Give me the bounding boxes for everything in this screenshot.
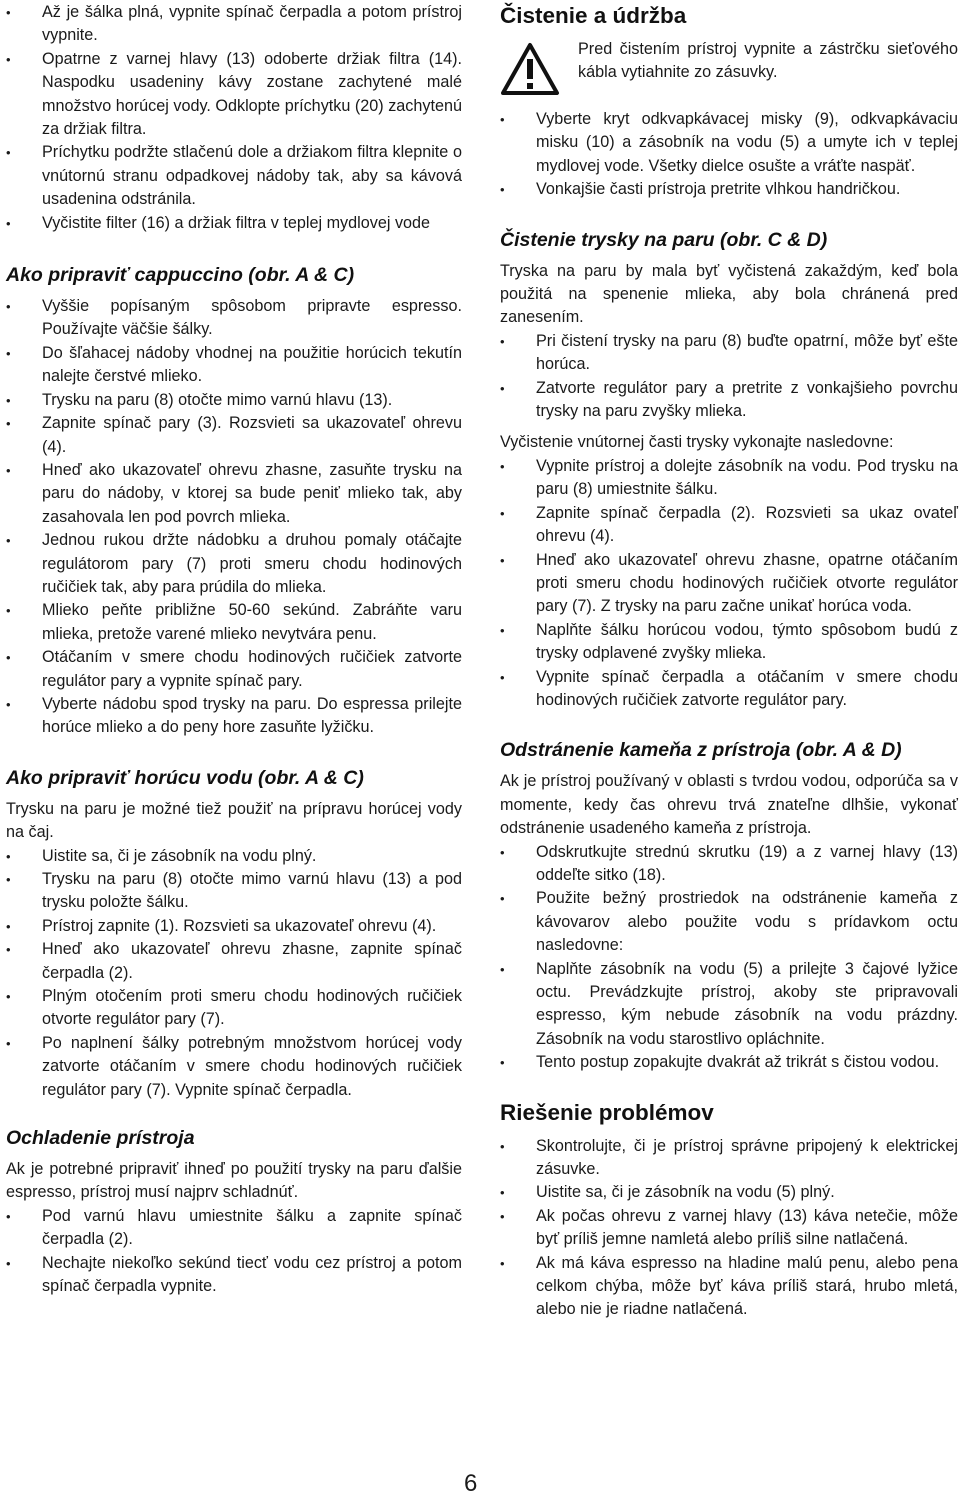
list-item: • Vypnite spínač čerpadla a otáčaním v smere chodu hodinových ručičiek zatvorte regulátor pary.: [500, 666, 958, 713]
list-item: • Pod varnú hlavu umiestnite šálku a zapnite spínač čerpadla (2).: [6, 1205, 462, 1252]
intro-list: [6, 1, 462, 235]
list-item: • Vyššie popísaným spôsobom pripravte espresso. Používajte väčšie šálky.: [6, 295, 462, 342]
list-item: • Opatrne z varnej hlavy (13) odoberte držiak filtra (14). Naspodku usadeniny kávy zostane zachytené malé množstvo horúcej vody. Odklopte príchytku (20) zachytenú za držiak filtra.: [6, 48, 462, 142]
hot-water-heading: Ako pripraviť horúcu vodu (obr. A & C): [6, 766, 364, 789]
left-column: [6, 0, 462, 1299]
list-item: • Otáčaním v smere chodu hodinových ručičiek zatvorte regulátor pary a vypnite spínač pary.: [6, 646, 462, 693]
list-item: • Skontrolujte, či je prístroj správne pripojený k elektrickej zásuvke.: [500, 1135, 958, 1182]
list-item: • Príchytku podržte stlačenú dole a držiakom filtra klepnite o vnútornú stranu odpadkovej nádoby tak, aby sa kávová usadenina odstránila.: [6, 141, 462, 211]
list-item: • Hneď ako ukazovateľ ohrevu zhasne, zapnite spínač čerpadla (2).: [6, 938, 462, 985]
cleaning-list: [500, 108, 958, 202]
cappuccino-list: [6, 295, 462, 740]
descaling-list: [500, 841, 958, 1075]
list-item: • Vyberte nádobu spod trysky na paru. Do espressa prilejte horúce mlieko a do peny hore zasuňte lyžičku.: [6, 693, 462, 740]
hot-water-list: [6, 845, 462, 1102]
cleaning-heading: Čistenie a údržba: [500, 3, 687, 28]
troubleshooting-heading: Riešenie problémov: [500, 1099, 714, 1125]
descaling-intro: Ak je prístroj používaný v oblasti s tvrdou vodou, odporúča sa v momente, kedy čas ohrevu trvá znateľne dlhšie, vykonať odstránenie usadeného kameňa z prístroja.: [500, 772, 958, 838]
troubleshooting-list: [500, 1135, 958, 1322]
cooling-list: [6, 1205, 462, 1299]
list-item: • Použite bežný prostriedok na odstránenie kameňa z kávovarov alebo použite vodu s prídavkom octu nasledovne:: [500, 887, 958, 957]
list-item: • Vyberte kryt odkvapkávacej misky (9), odkvapkávaciu misku (10) a zásobník na vodu (5) a umyte ich v teplej mydlovej vode. Všetky dielce osušte a vráťte naspäť.: [500, 108, 958, 178]
list-item: • Zatvorte regulátor pary a pretrite z vonkajšieho povrchu trysky na paru zvyšky mlieka.: [500, 377, 958, 424]
list-item: • Trysku na paru (8) otočte mimo varnú hlavu (13).: [6, 389, 462, 412]
page-number: 6: [464, 1470, 478, 1497]
warning-text: Pred čistením prístroj vypnite a zástrčku sieťového kábla vytiahnite zo zásuvky.: [578, 40, 958, 82]
steam-nozzle-intro-2: Vyčistenie vnútornej časti trysky vykonajte nasledovne:: [500, 433, 894, 452]
steam-nozzle-list-2: [500, 455, 958, 712]
list-item: • Hneď ako ukazovateľ ohrevu zhasne, zasuňte trysku na paru do nádoby, v ktorej sa bude peniť mlieko tak, aby zasahovala len pod povrch mlieka.: [6, 459, 462, 529]
list-item: • Uistite sa, či je zásobník na vodu plný.: [6, 845, 462, 868]
list-item: • Trysku na paru (8) otočte mimo varnú hlavu (13) a pod trysku položte šálku.: [6, 868, 462, 915]
list-item: • Po naplnení šálky potrebným množstvom horúcej vody zatvorte otáčaním v smere chodu hodinových ručičiek regulátor pary (7). Vypnite spínač čerpadla.: [6, 1032, 462, 1102]
list-item: • Vyčistite filter (16) a držiak filtra v teplej mydlovej vode: [6, 212, 462, 235]
list-item: • Do šľahacej nádoby vhodnej na použitie horúcich tekutín nalejte čerstvé mlieko.: [6, 342, 462, 389]
steam-nozzle-heading: Čistenie trysky na paru (obr. C & D): [500, 228, 828, 251]
list-item: • Vypnite prístroj a dolejte zásobník na vodu. Pod trysku na paru (8) umiestnite šálku.: [500, 455, 958, 502]
cappuccino-heading: Ako pripraviť cappuccino (obr. A & C): [6, 264, 355, 287]
list-item: • Jednou rukou držte nádobku a druhou pomaly otáčajte regulátorom pary (7) proti smeru chodu hodinových ručičiek tak, aby para prúdila do mlieka.: [6, 529, 462, 599]
warning-block: [500, 38, 958, 106]
steam-nozzle-list: [500, 330, 958, 424]
descaling-heading: Odstránenie kameňa z prístroja (obr. A & D): [500, 739, 902, 762]
list-item: • Pri čistení trysky na paru (8) buďte opatrní, môže byť ešte horúca.: [500, 330, 958, 377]
list-item: • Prístroj zapnite (1). Rozsvieti sa ukazovateľ ohrevu (4).: [6, 915, 462, 938]
list-item: • Až je šálka plná, vypnite spínač čerpadla a potom prístroj vypnite.: [6, 1, 462, 48]
list-item: • Naplňte zásobník na vodu (5) a prilejte 3 čajové lyžice octu. Prevádzkujte prístroj, akoby ste pripravovali espresso, kým nebude zásobník na vodu prázdny. Zásobník na vodu starostlivo opláchnite.: [500, 958, 958, 1052]
list-item: • Ak má káva espresso na hladine malú penu, alebo pena celkom chýba, môže byť káva príliš stará, hrubo mletá, alebo nie je riadne natlačená.: [500, 1252, 958, 1322]
list-item: • Vonkajšie časti prístroja pretrite vlhkou handričkou.: [500, 178, 958, 201]
list-item: • Hneď ako ukazovateľ ohrevu zhasne, opatrne otáčaním proti smeru chodu hodinových ručičiek otvorte regulátor pary (7). Z trysky na paru začne unikať horúca voda.: [500, 549, 958, 619]
warning-triangle-icon: [500, 42, 560, 96]
steam-nozzle-intro: Tryska na paru by mala byť vyčistená zakaždým, keď bola použitá na spenenie mlieka, aby bola chránená pred zanesením.: [500, 261, 958, 327]
cooling-heading: Ochladenie prístroja: [6, 1127, 195, 1150]
list-item: • Nechajte niekoľko sekúnd tiecť vodu cez prístroj a potom spínač čerpadla vypnite.: [6, 1252, 462, 1299]
list-item: • Uistite sa, či je zásobník na vodu (5) plný.: [500, 1181, 958, 1204]
list-item: • Zapnite spínač čerpadla (2). Rozsvieti sa ukaz ovateľ ohrevu (4).: [500, 502, 958, 549]
list-item: • Ak počas ohrevu z varnej hlavy (13) káva netečie, môže byť príliš jemne namletá alebo príliš silne natlačená.: [500, 1205, 958, 1252]
list-item: • Tento postup zopakujte dvakrát až trikrát s čistou vodou.: [500, 1051, 958, 1074]
list-item: • Plným otočením proti smeru chodu hodinových ručičiek otvorte regulátor pary (7).: [6, 985, 462, 1032]
list-item: • Mlieko peňte približne 50-60 sekúnd. Zabráňte varu mlieka, pretože varené mlieko nevytvára penu.: [6, 599, 462, 646]
list-item: • Odskrutkujte strednú skrutku (19) a z varnej hlavy (13) oddeľte sitko (18).: [500, 841, 958, 888]
list-item: • Zapnite spínač pary (3). Rozsvieti sa ukazovateľ ohrevu (4).: [6, 412, 462, 459]
list-item: • Naplňte šálku horúcou vodou, týmto spôsobom budú z trysky odplavené zvyšky mlieka.: [500, 619, 958, 666]
right-column: [500, 0, 958, 1322]
hot-water-intro: Trysku na paru je možné tiež použiť na prípravu horúcej vody na čaj.: [6, 799, 462, 842]
cooling-intro: Ak je potrebné pripraviť ihneď po použití trysky na paru ďalšie espresso, prístroj musí najprv schladnúť.: [6, 1160, 462, 1202]
